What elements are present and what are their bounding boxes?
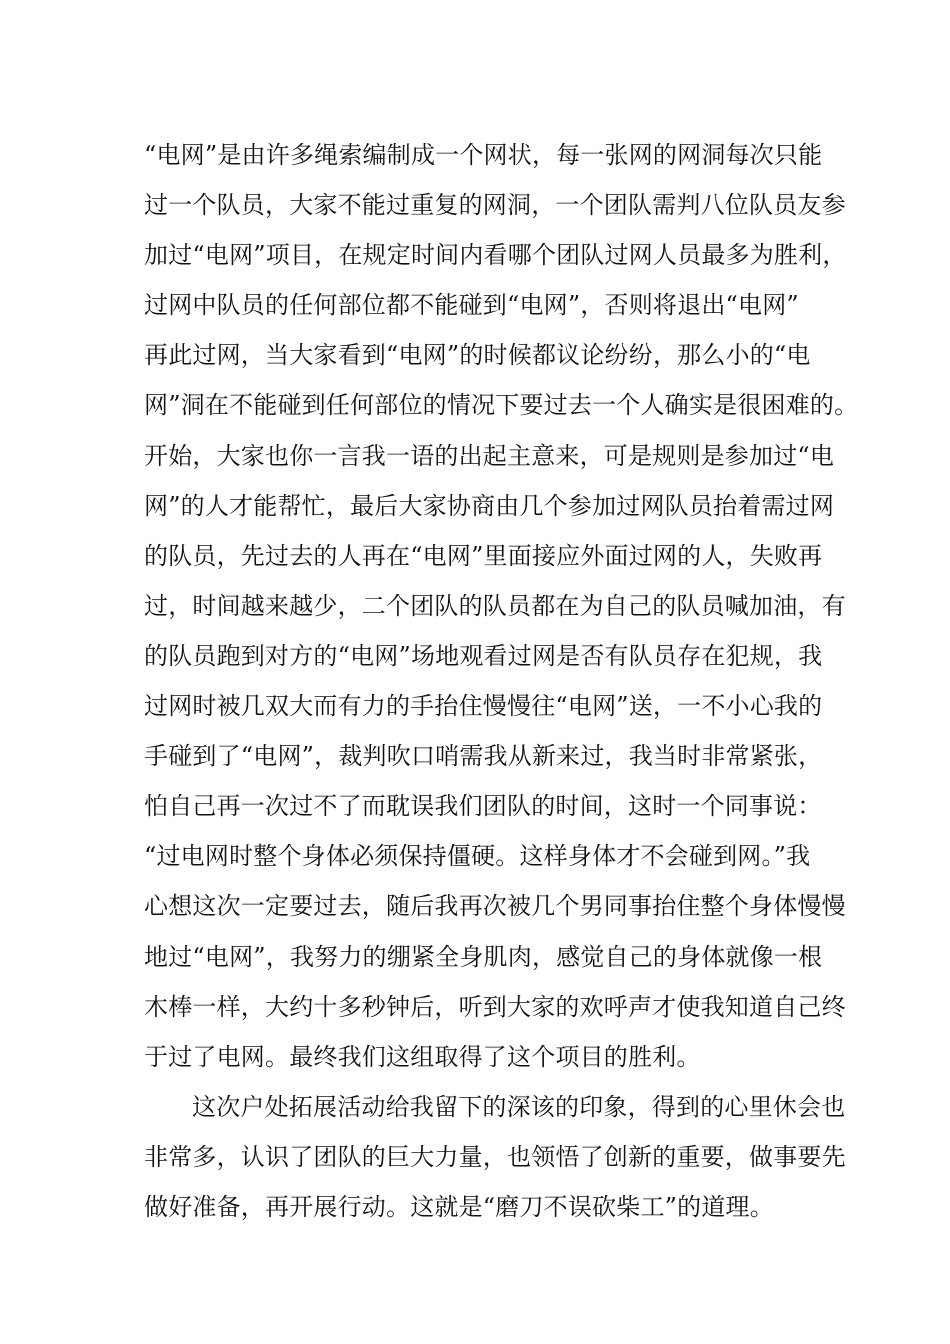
text-line: 怕自己再一次过不了而耽误我们团队的时间，这时一个同事说： <box>144 792 822 821</box>
text-line: 再此过网，当大家看到“电网”的时候都议论纷纷，那么小的“电 <box>144 341 811 370</box>
text-line: 网”洞在不能碰到任何部位的情况下要过去一个人确实是很困难的。 <box>144 391 859 420</box>
text-line: 的队员，先过去的人再在“电网”里面接应外面过网的人，失败再 <box>144 541 823 570</box>
text-line: 心想这次一定要过去，随后我再次被几个男同事抬住整个身体慢慢 <box>144 892 846 921</box>
text-line: 过网中队员的任何部位都不能碰到“电网”，否则将退出“电网” <box>144 291 799 320</box>
text-line: 手碰到了“电网”，裁判吹口哨需我从新来过，我当时非常紧张， <box>144 742 823 771</box>
text-line: 过，时间越来越少，二个团队的队员都在为自己的队员喊加油，有 <box>144 591 846 620</box>
text-line: 开始，大家也你一言我一语的出起主意来，可是规则是参加过“电 <box>144 441 835 470</box>
text-line: 网”的人才能帮忙，最后大家协商由几个参加过网队员抬着需过网 <box>144 491 835 520</box>
text-line: 的队员跑到对方的“电网”场地观看过网是否有队员存在犯规，我 <box>144 641 823 670</box>
text-line: 非常多，认识了团队的巨大力量，也领悟了创新的重要，做事要先 <box>144 1142 846 1171</box>
text-line: “过电网时整个身体必须保持僵硬。这样身体才不会碰到网。”我 <box>144 842 811 871</box>
text-line: 木棒一样，大约十多秒钟后，听到大家的欢呼声才使我知道自己终 <box>144 992 846 1021</box>
text-line: “电网”是由许多绳索编制成一个网状，每一张网的网洞每次只能 <box>144 141 823 169</box>
body-text <box>144 130 859 1232</box>
text-line: 过一个队员，大家不能过重复的网洞，一个团队需判八位队员友参 <box>144 191 846 220</box>
text-line: 于过了电网。最终我们这组取得了这个项目的胜利。 <box>144 1042 701 1071</box>
text-line: 做好准备，再开展行动。这就是“磨刀不误砍柴工”的道理。 <box>144 1192 774 1221</box>
text-line: 过网时被几双大而有力的手抬住慢慢往“电网”送，一不小心我的 <box>144 692 823 721</box>
text-line: 地过“电网”，我努力的绷紧全身肌肉，感觉自己的身体就像一根 <box>144 942 823 971</box>
paragraph-first-line: 这次户处拓展活动给我留下的深该的印象，得到的心里休会也 <box>192 1092 846 1121</box>
text-line: 加过“电网”项目，在规定时间内看哪个团队过网人员最多为胜利， <box>144 241 847 270</box>
